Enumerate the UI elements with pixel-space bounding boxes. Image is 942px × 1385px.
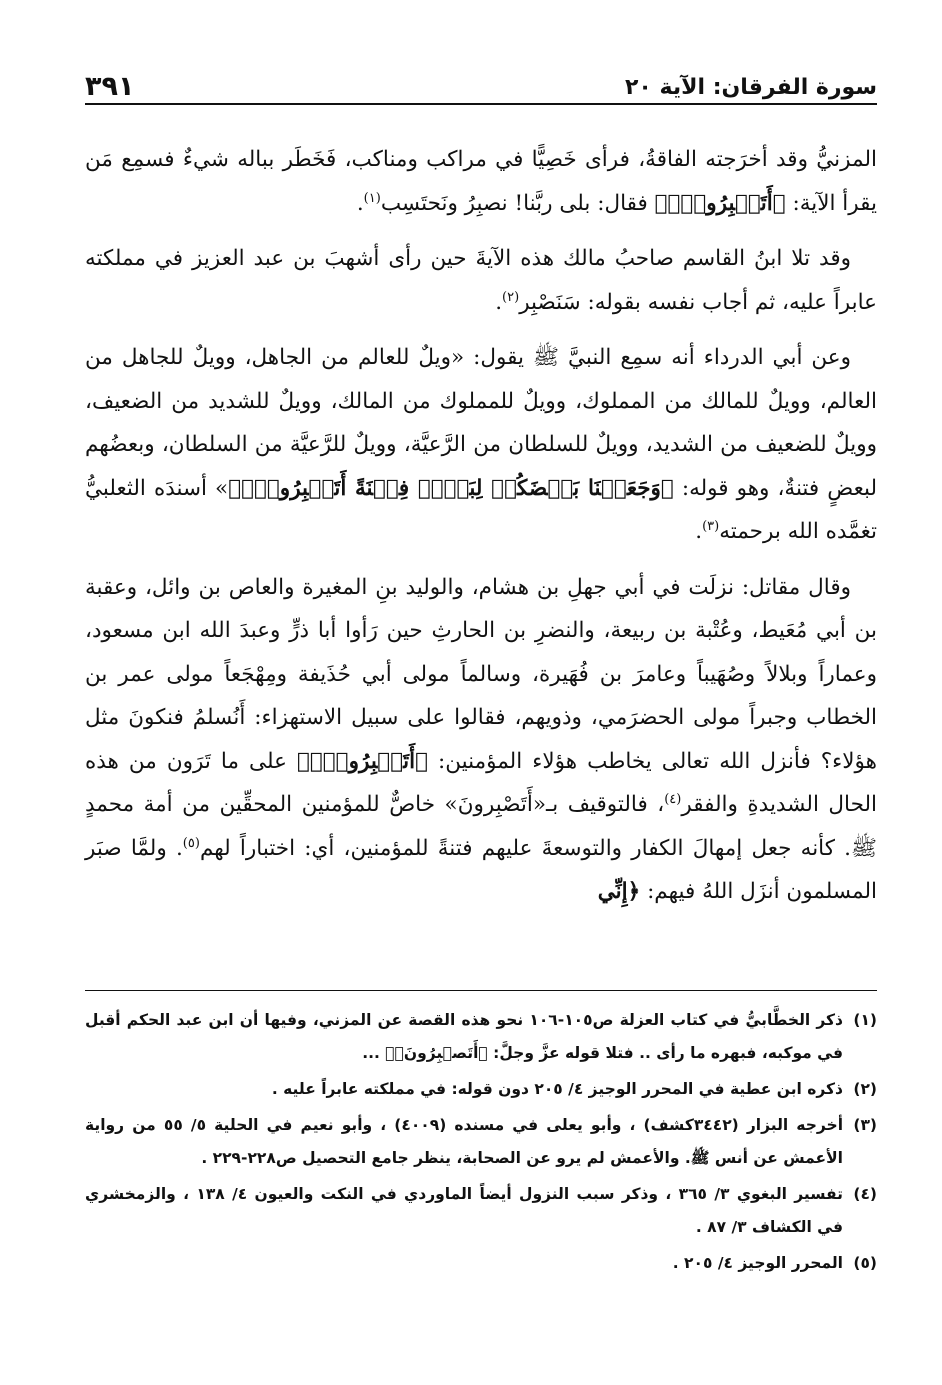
- footnote-text: المحرر الوجيز ٤/ ٢٠٥ .: [672, 1254, 843, 1272]
- quran-quote: ﴿أَتَصۡبِرُونَۗ﴾: [296, 748, 428, 774]
- paragraph-text: وقد تلا ابنُ القاسم صاحبُ مالك هذه الآيةَ حين رأى أشهبَ بن عبد العزيز في مملكته عابراً عليه، ثم أجاب نفسه بقوله: سَنَصْبِر: [85, 246, 877, 315]
- page-header: [85, 58, 877, 102]
- footnote-number: (٤): [853, 1185, 877, 1203]
- paragraph: [85, 336, 877, 554]
- paragraph-text: » أسندَه الثعلبيُّ تغمَّده الله برحمته: [85, 475, 877, 544]
- footnote-number: (١): [853, 1011, 877, 1029]
- footnote-ref: (١): [363, 190, 381, 206]
- footnote-ref: (٥): [182, 835, 200, 851]
- paragraph-text: وقال مقاتل: نزلَت في أبي جهلِ بن هشام، والوليد بنِ المغيرة والعاص بن وائل، وعقبة بن أبي مُعَيط، وعُتْبة بن ربيعة، والنضرِ بن الحارثِ حين رَأوا أبا ذرٍّ وعبدَ الله ابن مسعود، وعماراً وبلالاً وصُهَيباً وعامرَ بن فُهَيرة، وسالماً مولى أبي حُذَيفة ومِهْجَعاً مولى عمر بن الخطاب وجبراً مولى الحضرَمي، وذويهم، فقالوا على سبيل الاستهزاء: أَنُسلمُ فنكونَ مثل هؤلاء؟ فأنزل الله تعالى يخاطب هؤلاء المؤمنين:: [85, 574, 877, 774]
- footnote-ref: (٣): [702, 518, 720, 534]
- paragraph-text: ، فالتوقيف بـ«أَتَصْبِرونَ» خاصٌّ للمؤمنين المحقِّين من أمة محمدٍ ﷺ. كأنه جعل إمهالَ الكفار والتوسعةَ عليهم فتنةً للمؤمنين، أي: اختباراً لهم: [85, 792, 877, 861]
- footnote: [85, 1004, 877, 1070]
- paragraph-text: فقال: بلى ربَّنا! نصبِرُ ونَحتَسِب: [380, 190, 655, 216]
- footnote-number: (٥): [853, 1254, 877, 1272]
- paragraph: [85, 138, 877, 225]
- footnote-text: ذكر الخطَّابيُّ في كتاب العزلة ص١٠٥-١٠٦ نحو هذه القصة عن المزني، وفيها أن ابن عبد الحكم أقبل في موكبه، فبهره ما رأى .. فتلا قوله عزَّ وجلَّ: ﴿أَتَصۡبِرُونَۗ﴾ ...: [85, 1011, 843, 1062]
- page-number: ٣٩١: [85, 71, 135, 102]
- paragraph-text: على ما تَرَون من هذه الحال الشديدةِ والفقر: [85, 748, 878, 817]
- footnote: [85, 1109, 877, 1175]
- footnote-ref: (٢): [502, 289, 520, 305]
- footnote-text: تفسير البغوي ٣/ ٣٦٥ ، وذكر سبب النزول أيضاً الماوردي في النكت والعيون ٤/ ١٣٨ ، والزمخشري في الكشاف ٣/ ٨٧ .: [85, 1185, 843, 1236]
- quran-quote: ﴿إِنِّي: [597, 879, 641, 904]
- paragraph-text: .: [695, 519, 703, 544]
- paragraph-text: .: [356, 190, 364, 216]
- quran-quote: ﴿وَجَعَلۡنَا بَعۡضَكُمۡ لِبَعۡضٖ فِتۡنَةً أَتَصۡبِرُونَۗ﴾: [228, 475, 674, 501]
- footnote: [85, 1178, 877, 1244]
- footnotes: [85, 1004, 877, 1283]
- main-text: [85, 138, 877, 926]
- footnote-ref: (٤): [664, 791, 682, 807]
- footnote-number: (٣): [853, 1116, 877, 1134]
- footnote-separator: [85, 990, 877, 991]
- header-rule: [85, 103, 877, 105]
- footnote: [85, 1247, 877, 1280]
- paragraph-text: . ولمَّا صبَر المسلمون أنزَل اللهُ فيهم:: [85, 835, 877, 904]
- footnote-text: أخرجه البزار (٣٤٤٢كشف) ، وأبو يعلى في مسنده (٤٠٠٩) ، وأبو نعيم في الحلية ٥/ ٥٥ من رواية الأعمش عن أنس ﷺ. والأعمش لم يرو عن الصحابة، ينظر جامع التحصيل ص٢٢٨-٢٢٩ .: [85, 1116, 844, 1167]
- running-title: سورة الفرقان: الآية ٢٠: [624, 75, 877, 100]
- paragraph-text: وعن أبي الدرداء أنه سمِع النبيَّ ﷺ يقول: «ويلٌ للعالم من الجاهل، وويلٌ للجاهل من العالم، وويلٌ للمالك من المملوك، وويلٌ للمملوك من المالك، وويلٌ للشديد من الضعيف، وويلٌ للضعيف من الشديد، وويلٌ للسلطان من الرَّعيَّة، وويلٌ للرَّعيَّة من السلطان، وبعضُهم لبعضٍ فتنةٌ، وهو قوله:: [85, 345, 878, 501]
- paragraph: [85, 566, 877, 914]
- paragraph-text: المزنيُّ وقد أخرَجته الفاقةُ، فرأى خَصِيًّا في مراكب ومناكب، فَخَطَر بباله شيءٌ فسمِع مَن يقرأ الآية:: [85, 147, 877, 216]
- quran-quote: ﴿أَتَصۡبِرُونَۗ﴾: [654, 190, 786, 216]
- footnote-number: (٢): [853, 1080, 877, 1098]
- paragraph: [85, 237, 877, 324]
- paragraph-text: .: [495, 289, 503, 315]
- footnote: [85, 1073, 877, 1106]
- footnote-text: ذكره ابن عطية في المحرر الوجيز ٤/ ٢٠٥ دون قوله: في مملكته عابراً عليه .: [271, 1080, 843, 1098]
